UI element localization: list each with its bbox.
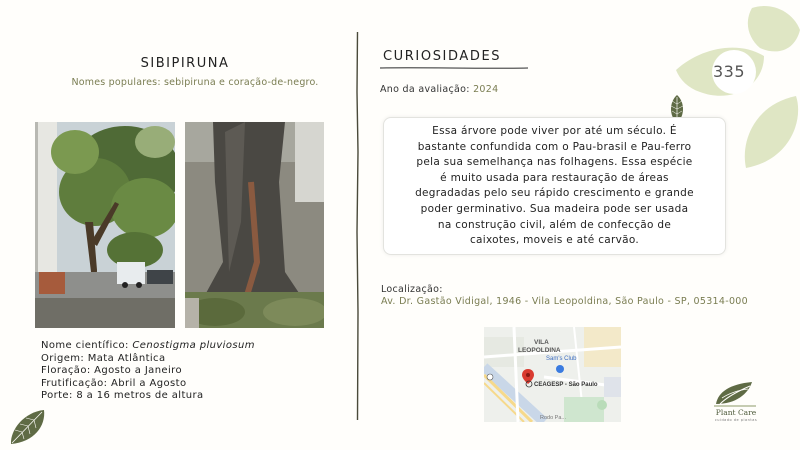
map-poi-ceagesp: CEAGESP - São Paulo bbox=[534, 382, 598, 388]
brand-tagline: cuidado de plantas bbox=[714, 418, 758, 422]
scientific-name: Nome científico: Cenostigma pluviosum bbox=[41, 340, 255, 351]
title-underline bbox=[380, 66, 528, 70]
popular-names: Nomes populares: sebipiruna e coração-de-negro. bbox=[71, 77, 319, 88]
curiosity-line: poder germinativo. Sua madeira pode ser usada bbox=[420, 202, 689, 215]
trunk-photo bbox=[185, 122, 324, 328]
evaluation-year: Ano da avaliação: 2024 bbox=[380, 84, 499, 95]
species-name: SIBIPIRUNA bbox=[140, 56, 230, 71]
location-map[interactable] bbox=[484, 327, 621, 422]
brand-name: Plant Care bbox=[715, 408, 757, 417]
curiosity-line: caixotes, moveis e até carvão. bbox=[469, 234, 640, 247]
species-facts bbox=[41, 340, 255, 403]
curiosity-line: pela sua semelhança nas folhagens. Essa espécie bbox=[416, 156, 693, 169]
map-road-label: Rodo Pa... bbox=[540, 415, 566, 421]
curiosity-line: bastante confundida com o Pau-brasil e Pau-ferro bbox=[417, 140, 692, 153]
page-number: 335 bbox=[713, 62, 746, 81]
map-district-2: LEOPOLDINA bbox=[518, 347, 561, 354]
curiosity-line: na construção civil, além de confecção de bbox=[437, 218, 672, 231]
curiosity-line: degradadas pelo seu rápido crescimento e grande bbox=[415, 187, 694, 200]
curiosities-box bbox=[383, 117, 726, 255]
curiosity-line: Essa árvore pode viver por até um século. É bbox=[432, 125, 677, 137]
map-poi-sams-club: Sam's Club bbox=[546, 356, 577, 362]
flowering: Floração: Agosto a Janeiro bbox=[41, 365, 182, 377]
fruiting: Frutificação: Abril a Agosto bbox=[41, 377, 187, 389]
location-address: Av. Dr. Gastão Vidigal, 1946 - Vila Leopoldina, São Paulo - SP, 05314-000 bbox=[381, 296, 748, 307]
curiosities-title: CURIOSIDADES bbox=[383, 49, 502, 64]
origin: Origem: Mata Atlântica bbox=[41, 352, 166, 364]
size: Porte: 8 a 16 metros de altura bbox=[41, 390, 204, 402]
leaf-decoration-bottom-left bbox=[8, 408, 46, 446]
location-label: Localização: bbox=[381, 284, 443, 295]
map-district-1: VILA bbox=[534, 339, 549, 346]
curiosity-line: é muito usada para restauração de áreas bbox=[440, 171, 669, 184]
plant-care-logo-icon bbox=[712, 380, 758, 408]
column-divider bbox=[356, 32, 359, 420]
tree-photo bbox=[35, 122, 175, 328]
